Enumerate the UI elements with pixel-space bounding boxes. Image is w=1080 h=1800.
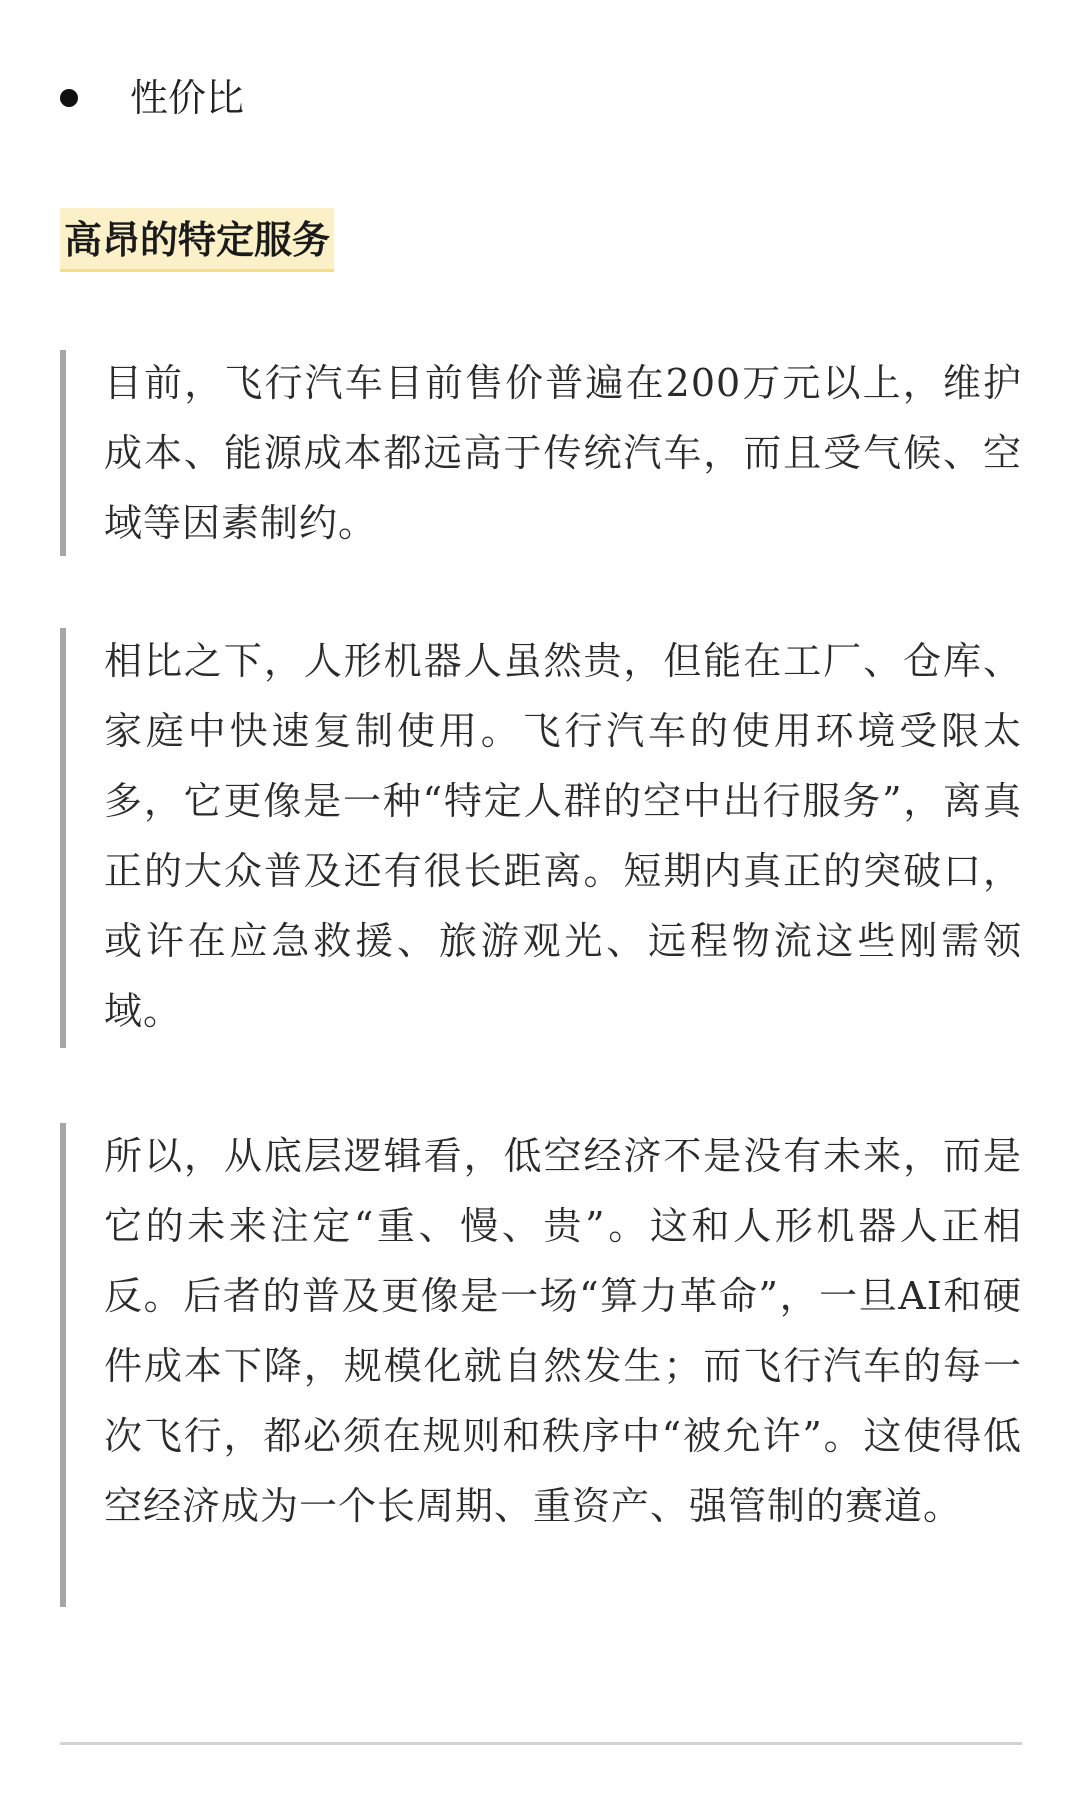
blockquote-text: 目前，飞行汽车目前售价普遍在200万元以上，维护成本、能源成本都远高于传统汽车，而且受气候、空域等因素制约。 (104, 361, 1022, 545)
bullet-item-text: 性价比 (130, 76, 245, 120)
blockquote-conclusion (60, 1123, 1022, 1607)
section-heading: 高昂的特定服务 (60, 208, 334, 272)
blockquote-text: 相比之下，人形机器人虽然贵，但能在工厂、仓库、家庭中快速复制使用。飞行汽车的使用环境受限太多，它更像是一种“特定人群的空中出行服务”，离真正的大众普及还有很长距离。短期内真正的突破口，或许在应急救援、旅游观光、远程物流这些刚需领域。 (104, 639, 1022, 1033)
blockquote-price (60, 350, 1022, 556)
section-divider (60, 1742, 1022, 1745)
bullet-item (60, 68, 244, 128)
bullet-dot-icon (60, 89, 78, 107)
blockquote-comparison (60, 628, 1022, 1048)
blockquote-text: 所以，从底层逻辑看，低空经济不是没有未来，而是它的未来注定“重、慢、贵”。这和人形机器人正相反。后者的普及更像是一场“算力革命”，一旦AI和硬件成本下降，规模化就自然发生；而飞行汽车的每一次飞行，都必须在规则和秩序中“被允许”。这使得低空经济成为一个长周期、重资产、强管制的赛道。 (104, 1134, 1022, 1528)
